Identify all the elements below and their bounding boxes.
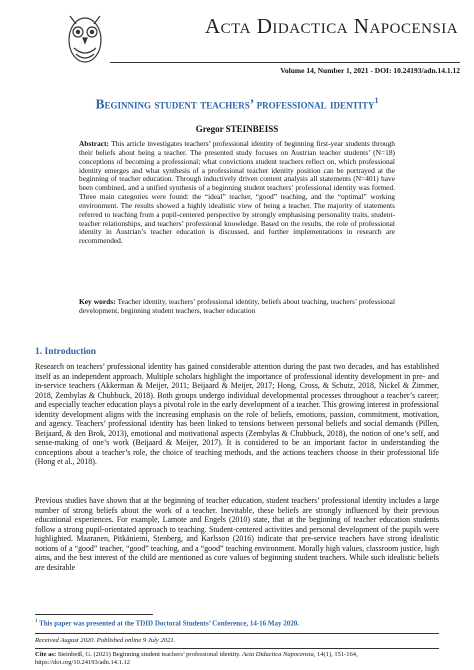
volume-doi-line: Volume 14, Number 1, 2021 - DOI: 10.24193/adn.14.1.12	[280, 66, 460, 75]
intro-paragraph-2: Previous studies have shown that at the beginning of teacher education, student teachers’ professional identity includes a large number of strong beliefs about the work of a teacher. Inevitable, these beliefs are strongly influenced by their previous educational experiences. For example, Lamote and Engels (2010) state, that at the beginning of teacher education students follow a strong pupil-orientated approach to teaching. Student-centered activities and personal development of the pupils were highlighted. Maaranen, Pitkäniemi, Stenberg, and Karlsson (2016) indicate that pre-service teachers have strong idealistic notions of a “good” teacher, “good” teaching, and a “good” teaching environment. Morally high values, classroom justice, high aims, and the best interest of the child are mentioned as core values of beginning student teachers. While such idealistic beliefs are desirable	[35, 496, 439, 572]
received-date: Received August 2020. Published online 9 July 2021.	[35, 637, 176, 644]
keywords	[79, 298, 395, 316]
cite-text: Steinbeiß, G. (2021) Beginning student teachers’ professional identity.	[57, 651, 241, 658]
cite-label: Cite as:	[35, 651, 57, 658]
footnote-divider	[35, 614, 153, 615]
author-name: Gregor STEINBEISS	[195, 124, 279, 134]
keywords-label: Key words:	[79, 297, 116, 306]
citation	[35, 651, 439, 667]
section-heading: 1. Introduction	[35, 347, 97, 357]
cite-doi-link[interactable]: https://doi.org/10.24193/adn.14.1.12	[35, 659, 131, 666]
abstract-text: This article investigates teachers’ professional identity of beginning first-year students through their beliefs about being a teacher. The presented study focuses on Austrian teacher students’ (N=18) conceptions of becoming a professional; what convictions student teachers reflect on, which professional identity emerges and what synthesis of a professional teacher identity position can be portrayed at the beginning of teacher education. Through inductively driven content analysis all statements (N=401) have been combined, and a unified synthesis of a beginning student teachers’ professional identity was formed. Three main categories were found: the “ideal” teacher, “good” teaching, and the “optimal” working environment. The results showed a highly idealistic view of being a teacher. The majority of statements referred to teaching from a pupil-centered perspective by strongly emphasising personality traits, student-teacher relationships, and teachers’ professional knowledge. Based on the results, the role of professional identity in Austrian’s teacher education is discussed, and further implementations in research are recommended.	[79, 139, 395, 246]
cite-volume: 14(1), 151-164,	[316, 651, 358, 658]
article-title	[40, 96, 434, 113]
footnote-text: This paper was presented at the TDID Doctoral Students’ Conference, 14-16 May 2020.	[39, 619, 300, 628]
title-footnote-mark: 1	[374, 96, 379, 105]
abstract	[79, 140, 395, 246]
footer-divider-top	[35, 633, 439, 634]
journal-title: Acta Didactica Napocensia	[205, 14, 459, 38]
article-title-text: Beginning student teachers’ professional identity	[95, 96, 375, 112]
owl-logo-icon	[62, 10, 108, 66]
abstract-label: Abstract:	[79, 139, 109, 148]
cite-journal: Acta Didactica Napocensia,	[242, 651, 316, 658]
header-divider	[110, 62, 460, 63]
footnote	[35, 619, 439, 627]
intro-paragraph-1: Research on teachers’ professional identity has gained considerable attention during the past two decades, and has established itself as an independent approach. Multiple scholars highlight the importance of professional identity development in pre- and in-service teachers (Akkerman & Meijer, 2011; Beijaard & Meijer, 2017; Hong, Cross, & Schutz, 2018, Nickel & Zimmer, 2018, Zembylas & Chubbuck, 2018). Both groups undergo individual developmental processes throughout a teacher’s career; and especially teacher education plays a pivotal role in the early development of a teacher. This growing interest in professional identity development aligns with the increasing emphasis on the role of beliefs, emotions, passion, commitment, motivation, and agency. Teachers’ professional identity has been linked to tensions between personal beliefs and social demands (Pillen, Beijaard, & den Brok, 2013), emotional and motivational aspects (Zembylas & Chubbuck, 2018), the notion of one’s self, and sense-making of one’s work (Beijaard & Meijer, 2017). It is considered to be an important factor in understanding the conceptions about a teacher’s role, the choice of teaching methods, and the actions teachers choose in their professional life (Hong et al., 2018).	[35, 362, 439, 467]
keywords-text: Teacher identity, teachers’ professional identity, beliefs about teaching, teachers’ professional development, beginning student teachers, teacher education	[79, 297, 395, 315]
footnote-mark: 1	[35, 619, 38, 624]
footer-divider-bottom	[35, 648, 439, 649]
